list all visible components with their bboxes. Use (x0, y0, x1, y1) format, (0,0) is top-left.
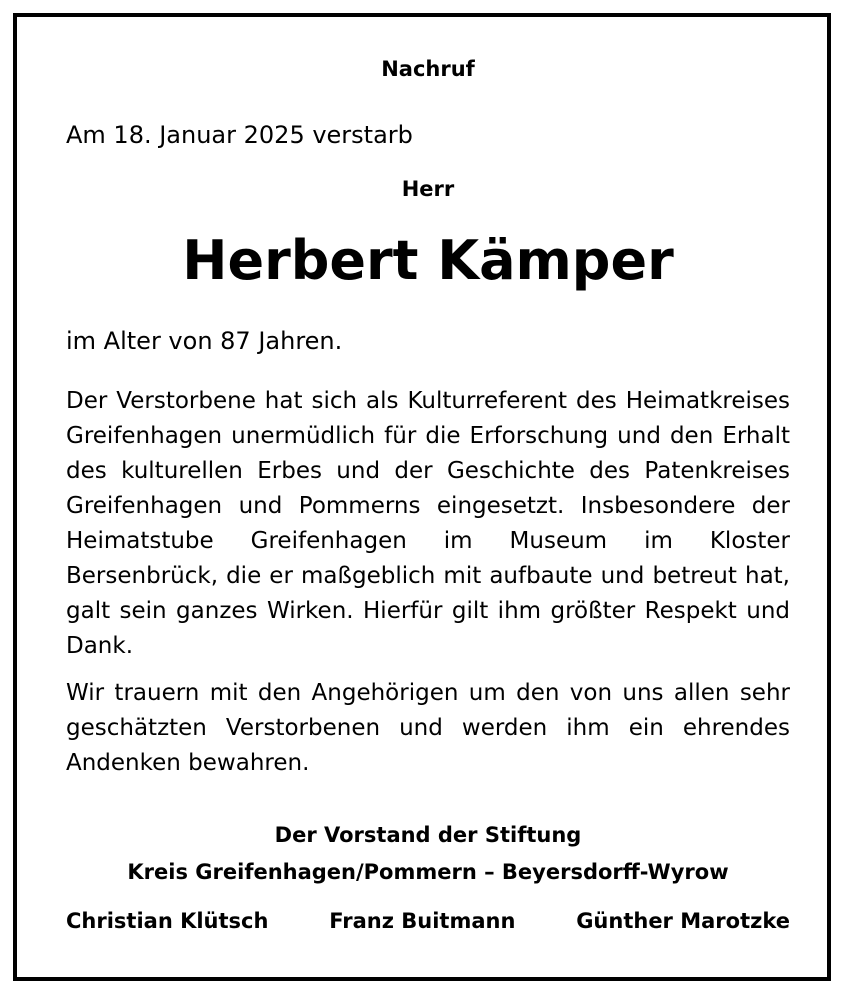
death-date-line: Am 18. Januar 2025 verstarb (66, 121, 413, 149)
signer-name: Christian Klütsch (66, 909, 269, 933)
honorific: Herr (401, 177, 455, 201)
deceased-name: Herbert Kämper (182, 229, 674, 292)
foundation-signature (66, 817, 790, 891)
notice-heading: Nachruf (381, 57, 475, 81)
mourning-paragraph: Wir trauern mit den Angehörigen um den von uns allen sehr geschätzten Verstorbenen und werden ihm ein ehrendes Andenken bewahren. (66, 680, 790, 776)
signer-name: Franz Buitmann (329, 909, 516, 933)
foundation-line-1: Der Vorstand der Stiftung (274, 823, 582, 847)
notice-frame (13, 13, 831, 981)
signers-row (66, 909, 790, 933)
age-line: im Alter von 87 Jahren. (66, 327, 343, 355)
foundation-line-2: Kreis Greifenhagen/Pommern – Beyersdorff-Wyrow (127, 860, 729, 884)
signer-name: Günther Marotzke (576, 909, 790, 933)
tribute-paragraph: Der Verstorbene hat sich als Kulturreferent des Heimatkreises Greifenhagen unermüdlich für die Erforschung und den Erhalt des kulturellen Erbes und der Geschichte des Patenkreises Greifenhagen und Pommerns eingesetzt. Insbesondere der Heimatstube Greifenhagen im Museum im Kloster Bersenbrück, die er maßgeblich mit aufbaute und betreut hat, galt sein ganzes Wirken. Hierfür gilt ihm größter Respekt und Dank. (66, 388, 790, 659)
